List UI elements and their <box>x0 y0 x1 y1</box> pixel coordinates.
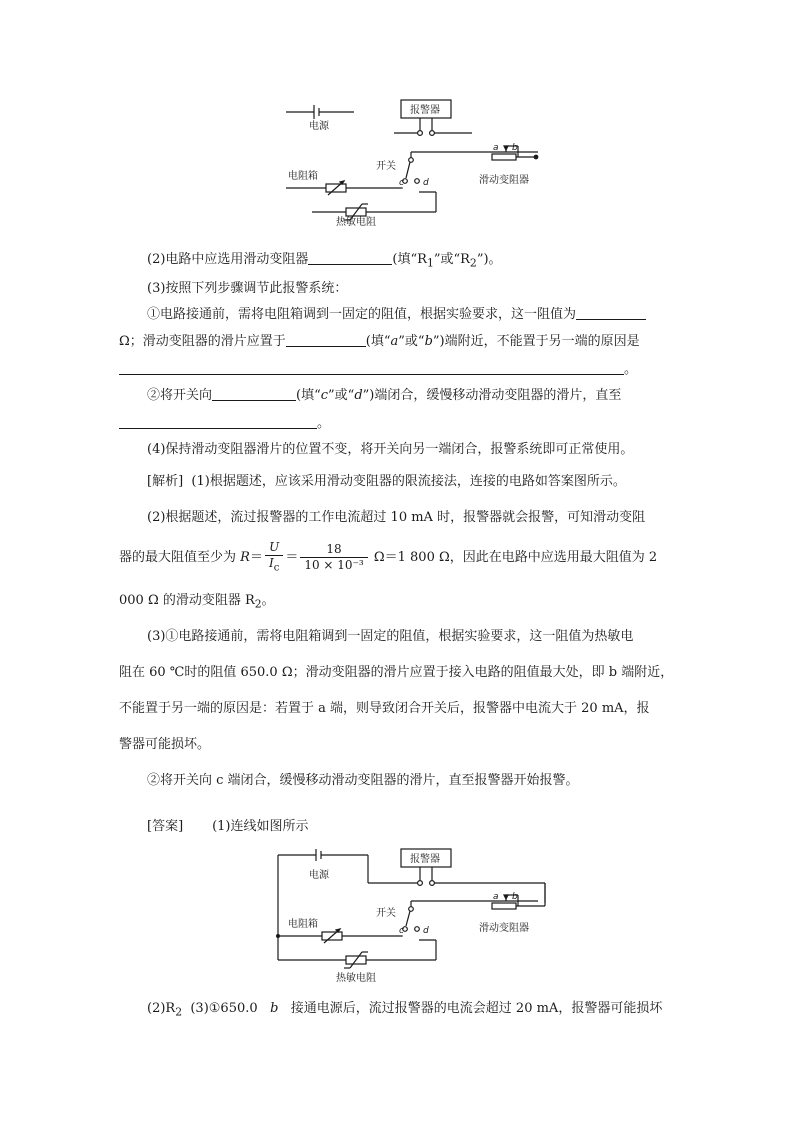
terminal-d-label: d <box>423 178 429 188</box>
answer-blank <box>212 387 296 401</box>
rheostat-a-label: a <box>493 892 499 902</box>
analysis-p3-line4: 警器可能损坏。 <box>119 737 211 752</box>
power-label: 电源 <box>309 870 329 881</box>
question-4: (4)保持滑动变阻器滑片的位置不变，将开关向另一端闭合，报警系统即可正常使用。 <box>147 442 634 457</box>
analysis-p2-line3: 000 Ω 的滑动变阻器 $R_2$。 <box>119 593 275 611</box>
rheostat-b-label: b <box>512 143 518 153</box>
question-3-2-line1: ②将开关向 (填“c”或“d”)端闭合，缓慢移动滑动变阻器的滑片，直至 <box>147 388 622 403</box>
alarm-terminals <box>394 118 472 135</box>
fraction-value: $\frac{18}{\text{10 × 10⁻³}}$ <box>300 542 367 573</box>
circuit-diagram-answer <box>270 843 570 991</box>
question-3-1-line2: Ω；滑动变阻器的滑片应置于 (填“a”或“b”)端附近，不能置于另一端的原因是 <box>119 334 640 349</box>
rheostat-b-label: b <box>512 892 518 902</box>
alarm-label: 报警器 <box>410 854 440 865</box>
question-3-1-line3: 。 <box>119 361 679 379</box>
resistor-box-label: 电阻箱 <box>288 171 318 182</box>
alarm-terminals <box>418 867 435 885</box>
rheostat-label: 滑动变阻器 <box>479 923 529 934</box>
answer-blank <box>119 415 317 429</box>
fraction-u-over-i: $\frac{U}{I_c}$ <box>265 540 283 575</box>
analysis-p4: ②将开关向 c 端闭合，缓慢移动滑动变阻器的滑片，直至报警器开始报警。 <box>147 773 579 788</box>
terminal-d-label: d <box>423 926 429 936</box>
analysis-p3-line1: (3)①电路接通前，需将电阻箱调到一固定的阻值，根据实验要求，这一阻值为热敏电 <box>147 629 634 644</box>
answer-blank <box>308 251 392 265</box>
rheostat-symbol <box>492 883 545 909</box>
resistor-box-symbol <box>322 929 403 943</box>
analysis-p2-line1: (2)根据题述，流过报警器的工作电流超过 10 mA 时，报警器就会报警，可知滑动变阻 <box>147 510 646 525</box>
alarm-label: 报警器 <box>410 105 440 116</box>
rheostat-label: 滑动变阻器 <box>479 175 529 186</box>
answer-tag: [答案] <box>147 819 184 834</box>
answer-blank <box>576 306 646 320</box>
terminal-c-label: c <box>399 926 404 936</box>
switch-label: 开关 <box>376 908 396 919</box>
answer-blank <box>286 333 366 347</box>
question-3-2-line2: 。 <box>119 415 679 433</box>
switch-label: 开关 <box>376 161 396 172</box>
circuit-diagram-question <box>270 92 570 228</box>
resistor-box-symbol <box>286 181 403 195</box>
answer-p2: $(2)R_2$ (3)①650.0 b 接通电源后，流过报警器的电流会超过 20 mA，报警器可能损坏 <box>147 1001 663 1019</box>
answer-blank <box>119 361 624 375</box>
battery-symbol <box>286 105 354 119</box>
analysis-tag: [解析] <box>147 474 184 489</box>
analysis-p3-line2: 阻在 60 ℃时的阻值 650.0 Ω；滑动变阻器的滑片应置于接入电路的阻值最大处，即 b 端附近， <box>119 665 674 680</box>
circuit-figure-question <box>270 92 570 228</box>
circuit-figure-answer <box>270 843 570 991</box>
junction-dot <box>276 934 280 938</box>
analysis-p3-line3: 不能置于另一端的原因是：若置于 a 端，则导致闭合开关后，报警器中电流大于 20 mA，报 <box>119 701 650 716</box>
thermistor-label: 热敏电阻 <box>336 973 376 984</box>
rheostat-a-label: a <box>493 143 499 153</box>
question-3-1-line1: ①电路接通前，需将电阻箱调到一固定的阻值，根据实验要求，这一阻值为 <box>147 306 679 324</box>
thermistor-label: 热敏电阻 <box>336 217 376 228</box>
thermistor-symbol <box>344 940 436 968</box>
analysis-p1: [解析] (1)根据题述，应该采用滑动变阻器的限流接法，连接的电路如答案图所示。 <box>147 474 626 489</box>
question-3: (3)按照下列步骤调节此报警系统： <box>147 281 348 296</box>
terminal-c-label: c <box>399 178 404 188</box>
thermistor-symbol <box>312 192 436 220</box>
resistor-box-label: 电阻箱 <box>288 919 318 930</box>
analysis-p2-line2: 器的最大阻值至少为 R＝ $\frac{U}{I_c}$ ＝ $\frac{18}{\text{10 × 10⁻³}}$ Ω＝1 800 Ω，因此在电路中应选用最大阻值为 2 <box>119 540 658 574</box>
answer-p1: [答案] (1)连线如图所示 <box>147 819 309 834</box>
question-2: (2)电路中应选用滑动变阻器 (填“$R_1$”或“$R_2$”)。 <box>147 252 502 270</box>
power-label: 电源 <box>309 121 329 132</box>
